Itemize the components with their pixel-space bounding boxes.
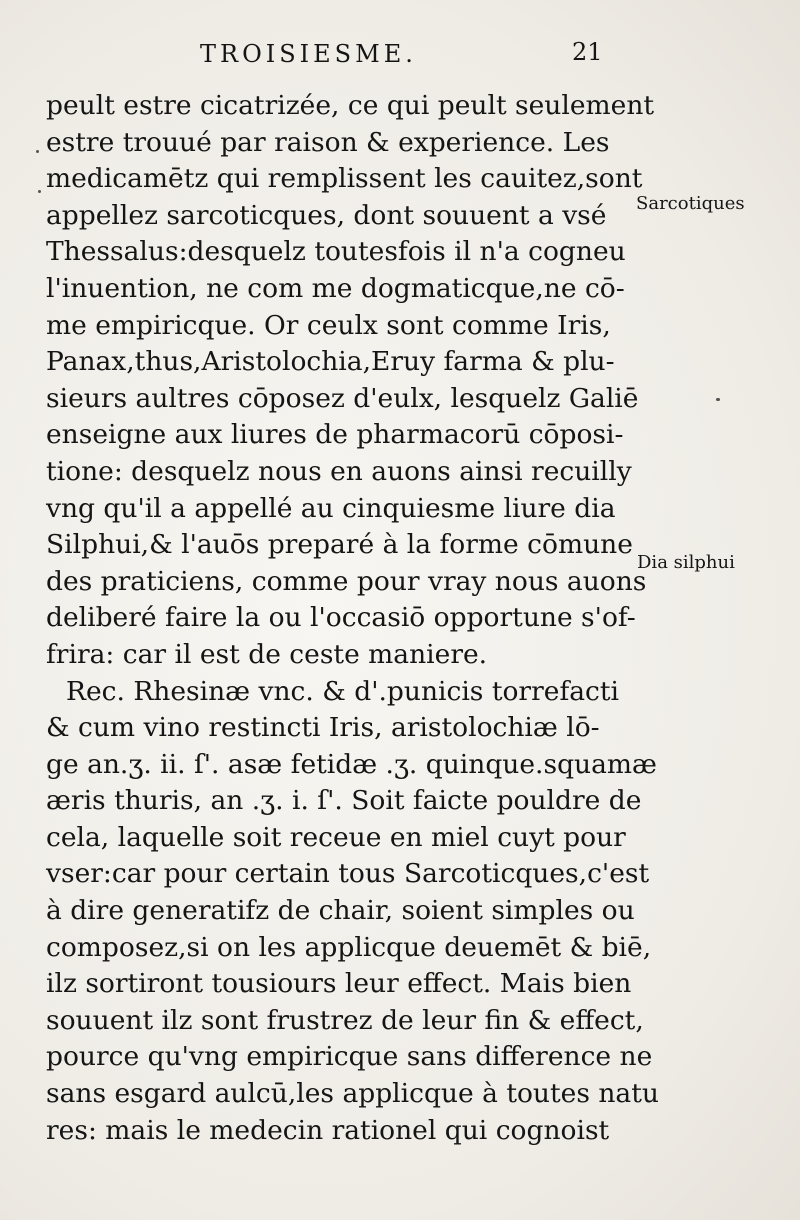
- text-line: sieurs aultres cōposez d'eulx, lesquelz Galiē: [46, 382, 639, 414]
- margin-note-dia-silphui: Dia silphui: [637, 552, 735, 573]
- ink-speck: [38, 190, 41, 193]
- body-text: [46, 88, 659, 1149]
- ink-speck: [36, 150, 39, 153]
- text-line: res: mais le medecin rationel qui cognoist: [46, 1114, 610, 1146]
- text-line: frira: car il est de ceste maniere.: [46, 638, 488, 670]
- text-line: souuent ilz sont frustrez de leur fin & effect,: [46, 1004, 644, 1036]
- text-line: & cum vino restincti Iris, aristolochiæ lō-: [46, 712, 600, 744]
- text-line: pource qu'vng empiricque sans difference ne: [46, 1041, 653, 1073]
- text-line: à dire generatifz de chair, soient simples ou: [46, 895, 635, 927]
- recipe-line: Rec. Rhesinæ vnc. & d'.punicis torrefacti: [66, 675, 620, 707]
- page-number: 21: [572, 38, 603, 66]
- text-line: enseigne aux liures de pharmacorū cōposi-: [46, 419, 624, 451]
- text-line: ilz sortiront tousiours leur effect. Mais bien: [46, 968, 632, 1000]
- text-line: vng qu'il a appellé au cinquiesme liure dia: [46, 492, 616, 524]
- running-head: TROISIESME.: [200, 40, 417, 68]
- text-line: appellez sarcoticques, dont souuent a vsé: [46, 199, 607, 231]
- text-line: composez,si on les applicque deuemēt & biē,: [46, 931, 652, 963]
- text-line: cela, laquelle soit receue en miel cuyt pour: [46, 821, 626, 853]
- text-line: estre trouué par raison & experience. Les: [46, 126, 610, 158]
- text-line: æris thuris, an .ʒ. i. ſ'. Soit faicte pouldre de: [46, 785, 642, 817]
- text-line: l'inuention, ne com me dogmaticque,ne cō-: [46, 272, 625, 304]
- text-line: deliberé faire la ou l'occasiō opportune s'of-: [46, 602, 636, 634]
- text-line: sans esgard aulcū,les applicque à toutes natu: [46, 1078, 659, 1110]
- text-line: vser:car pour certain tous Sarcoticques,c'est: [46, 858, 650, 890]
- text-line: Panax,thus,Aristolochia,Eruy farma & plu-: [46, 346, 615, 378]
- text-line: me empiricque. Or ceulx sont comme Iris,: [46, 309, 611, 341]
- text-line: peult estre cicatrizée, ce qui peult seulement: [46, 90, 655, 121]
- text-line: Silphui,& l'auōs preparé à la forme cōmune: [46, 529, 633, 561]
- text-line: ge an.ʒ. ii. ſ'. asæ fetidæ .ʒ. quinque.squamæ: [46, 748, 657, 780]
- text-line: tione: desquelz nous en auons ainsi recuilly: [46, 455, 632, 487]
- text-line: des praticiens, comme pour vray nous auons: [46, 565, 647, 597]
- ink-speck: [716, 398, 720, 401]
- text-line: medicamētz qui remplissent les cauitez,sont: [46, 163, 643, 195]
- text-line: Thessalus:desquelz toutesfois il n'a cogneu: [46, 236, 626, 268]
- margin-note-sarcotiques: Sarcotiques: [636, 193, 745, 214]
